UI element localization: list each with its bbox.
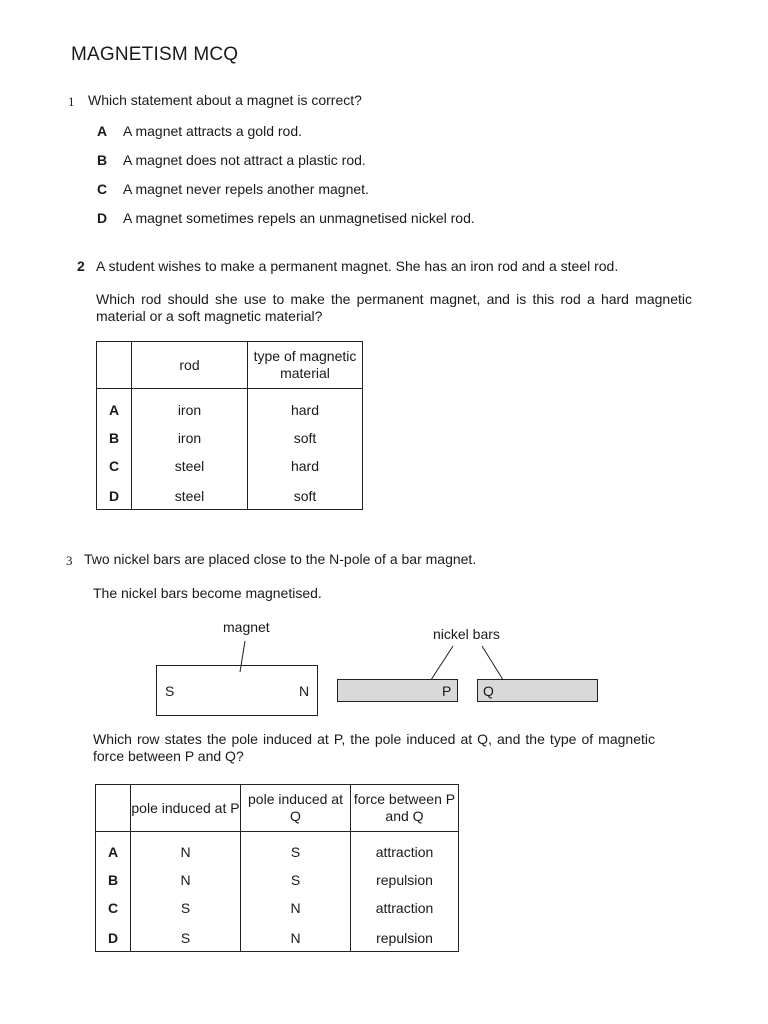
- q3-header-force: force between P and Q: [351, 785, 459, 832]
- q2-row-letter: C: [97, 451, 132, 479]
- q3-header-pole-p: pole induced at P: [131, 785, 241, 832]
- q3-answer-table: [95, 784, 459, 952]
- q3-row-force: attraction: [351, 893, 459, 921]
- q3-row-pole-p: N: [131, 865, 241, 893]
- q3-note: The nickel bars become magnetised.: [93, 585, 322, 601]
- q3-row-pole-q: N: [241, 921, 351, 952]
- q1-option-a-letter: A: [97, 123, 108, 139]
- q2-row-type: soft: [248, 423, 363, 451]
- q3-row-pole-q: S: [241, 865, 351, 893]
- q1-option-a-text: A magnet attracts a gold rod.: [123, 123, 302, 139]
- q3-question: Which row states the pole induced at P, the pole induced at Q, and the type of magnetic force between P and Q?: [93, 731, 655, 764]
- q1-number: 1: [68, 94, 75, 109]
- nickel-bars-label: nickel bars: [433, 626, 500, 642]
- table-row: [96, 865, 459, 893]
- bar-magnet: [156, 665, 318, 716]
- nickel-bar-q: [477, 679, 598, 702]
- q3-header-pole-q: pole induced at Q: [241, 785, 351, 832]
- table-row: [96, 832, 459, 865]
- q3-row-force: repulsion: [351, 921, 459, 952]
- q1-option-b-text: A magnet does not attract a plastic rod.: [123, 152, 366, 168]
- q2-number: 2: [77, 258, 85, 274]
- q3-row-letter: B: [96, 865, 131, 893]
- q3-row-letter: C: [96, 893, 131, 921]
- q3-row-pole-p: N: [131, 832, 241, 865]
- q1-option-d-text: A magnet sometimes repels an unmagnetised nickel rod.: [123, 210, 475, 226]
- q3-row-pole-q: S: [241, 832, 351, 865]
- q2-row-type: soft: [248, 479, 363, 510]
- q2-question: Which rod should she use to make the permanent magnet, and is this rod a hard magnetic material or a soft magnetic material?: [96, 291, 692, 324]
- q2-row-letter: A: [97, 389, 132, 423]
- q1-stem: Which statement about a magnet is correct?: [88, 92, 362, 108]
- q1-option-d-letter: D: [97, 210, 108, 226]
- q3-row-letter: D: [96, 921, 131, 952]
- q2-row-rod: iron: [132, 423, 248, 451]
- q2-row-rod: steel: [132, 451, 248, 479]
- q2-row-rod: steel: [132, 479, 248, 510]
- q3-number: 3: [66, 553, 73, 568]
- q3-stem: Two nickel bars are placed close to the N-pole of a bar magnet.: [84, 551, 477, 567]
- nickel-bar-p: [337, 679, 458, 702]
- q3-row-pole-p: S: [131, 893, 241, 921]
- q3-row-letter: A: [96, 832, 131, 865]
- table-row: [96, 893, 459, 921]
- bar-p-label: P: [442, 683, 452, 699]
- magnet-s-pole: S: [165, 683, 175, 699]
- q3-row-pole-p: S: [131, 921, 241, 952]
- q2-row-type: hard: [248, 451, 363, 479]
- q3-row-pole-q: N: [241, 893, 351, 921]
- table-row: [96, 921, 459, 952]
- q1-option-c-letter: C: [97, 181, 108, 197]
- q2-row-type: hard: [248, 389, 363, 423]
- q2-row-letter: B: [97, 423, 132, 451]
- q3-header-blank: [96, 785, 131, 832]
- nickel-leader-line-q: [482, 646, 505, 683]
- q3-row-force: repulsion: [351, 865, 459, 893]
- magnet-n-pole: N: [299, 683, 310, 699]
- page-title: MAGNETISM MCQ: [71, 44, 239, 65]
- magnet-label: magnet: [223, 619, 270, 635]
- q1-option-b-letter: B: [97, 152, 108, 168]
- nickel-leader-line-p: [429, 646, 453, 683]
- q2-header-rod: rod: [132, 342, 248, 389]
- q1-option-c-text: A magnet never repels another magnet.: [123, 181, 369, 197]
- q2-header-type: type of magnetic material: [248, 342, 363, 389]
- q3-row-force: attraction: [351, 832, 459, 865]
- bar-q-label: Q: [483, 683, 494, 699]
- q2-row-letter: D: [97, 479, 132, 510]
- q2-stem: A student wishes to make a permanent magnet. She has an iron rod and a steel rod.: [96, 258, 619, 274]
- q2-row-rod: iron: [132, 389, 248, 423]
